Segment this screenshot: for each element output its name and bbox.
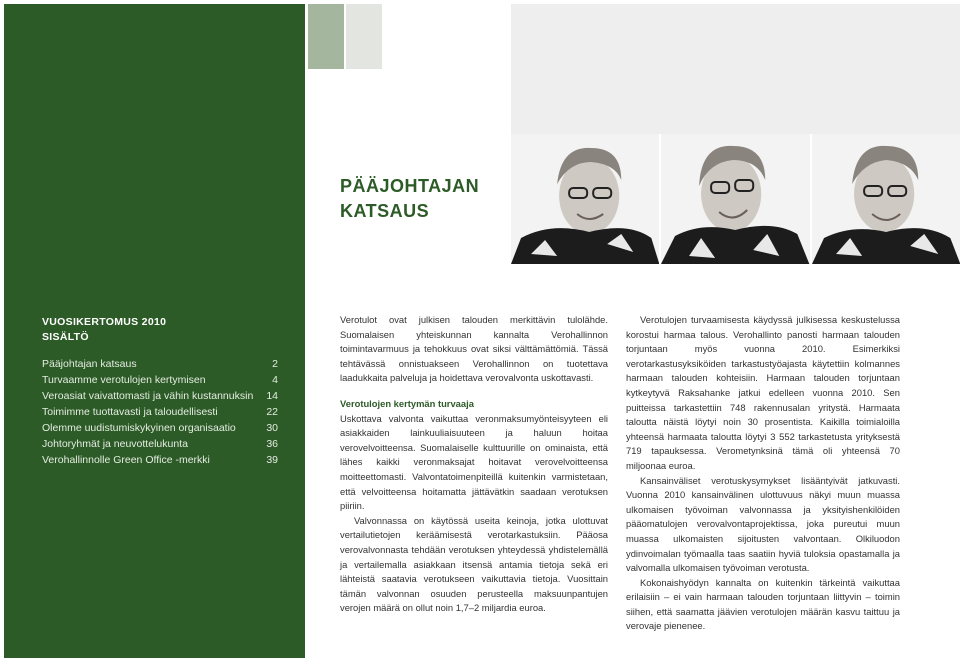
toc-item-page: 14 — [266, 390, 278, 402]
body-column-right — [626, 313, 900, 634]
page-title — [340, 174, 479, 224]
section-subheading: Verotulojen kertymän turvaaja — [340, 397, 474, 409]
toc-item[interactable] — [42, 404, 278, 420]
page-title-line: PÄÄJOHTAJAN — [340, 176, 480, 196]
toc-list — [42, 356, 278, 468]
body-paragraph: Kansainväliset verotuskysymykset lisääntyivät jatkuvasti. Vuonna 2010 kansainvälinen ulottuvuus näkyi muun muassa ulkomaisen työvoiman valvonnassa ja yksityishenkilöiden pääomatulojen verovalvontaprojektissa, joka pureutui muun muassa ulkomaisten sijoitusten valvontaan. Olkiluodon ydinvoimalan työmaalla taas saatiin hyviä tuloksia opastamalla ja valvomalla ulkomaisen työvoiman verotusta. — [626, 474, 900, 574]
toc-item[interactable] — [42, 372, 278, 388]
toc-contents-heading: SISÄLTÖ — [42, 331, 89, 343]
toc-item[interactable] — [42, 420, 278, 436]
body-paragraph: Valvonnassa on käytössä useita keinoja, jotka ulottuvat vertailutietojen keräämisestä verotarkastuksiin. Pääosa verovalvonnasta tehdään verotuksen yhteydessä yhdistelemällä ja vertailemalla asiakkaan itsensä antamia tietoja sekä eri lähteistä saatavia verotukseen vaikuttavia tietoja. Vuosittain tämän valvonnan osuuden perusteella maksuunpantujen verojen määrä on ollut noin 1,7–2 miljardia euroa. — [340, 514, 608, 614]
toc-item-label: Pääjohtajan katsaus — [42, 358, 137, 370]
toc-item[interactable] — [42, 356, 278, 372]
body-column-left — [340, 313, 608, 616]
toc-item[interactable] — [42, 452, 278, 468]
page-title-line: KATSAUS — [340, 201, 430, 221]
body-paragraph: Verotulojen turvaamisesta käydyssä julkisessa keskustelussa korostui harmaa talous. Verohallinto panosti harmaan talouden torjuntaan myös vuonna 2010. Esimerkiksi verotarkastusyksiköiden tarkastustyöajasta käytettiin kolmannes harmaan talouden kohteisiin. Harmaan talouden torjuntaan kytkeytyvä Raksahanke jatkui edelleen vuonna 2010. Sen puitteissa tarkastettiin 748 rakennusalan yritystä. Harmaata taloutta näistä löytyi noin 30 prosentista. Kaikilla toimialoilla yhteensä harmaata taloutta löytyi 3 552 tarkastetusta yrityksestä 719 tapauksessa. Verometynksinä tämä oli yhteensä 70 miljoonaa euroa. — [626, 314, 900, 471]
toc-item-page: 30 — [266, 422, 278, 434]
toc-item-label: Toimimme tuottavasti ja taloudellisesti — [42, 406, 218, 418]
toc-item-page: 4 — [272, 374, 278, 386]
portrait-photo — [511, 134, 659, 264]
toc-item[interactable] — [42, 388, 278, 404]
toc-item-label: Olemme uudistumiskykyinen organisaatio — [42, 422, 236, 434]
decorative-square-green — [308, 4, 344, 69]
toc-item-page: 36 — [266, 438, 278, 450]
portrait-photo — [661, 134, 809, 264]
decorative-square-grey — [346, 4, 382, 69]
toc-item-label: Turvaamme verotulojen kertymisen — [42, 374, 206, 386]
toc-item-label: Verohallinnolle Green Office -merkki — [42, 454, 210, 466]
toc-item[interactable] — [42, 436, 278, 452]
toc-report-heading: VUOSIKERTOMUS 2010 — [42, 316, 167, 328]
body-paragraph: Uskottava valvonta vaikuttaa veronmaksumyönteisyyteen eli asiakkaiden lainkuuliaisuuteen ja haluun hoitaa verovelvoitteensa. Suomalaiselle kulttuurille on ominaista, että lähes kaikki veronmaksajat hoitavat verovelvoitteensa moitteettomasti. Valvontatoimenpiteillä kuitenkin varmistetaan, että velvoitteensa hoitamatta jättävätkin saadaan verotuksen piiriin. — [340, 412, 608, 512]
photo-backdrop — [511, 4, 960, 134]
body-paragraph: Verotulot ovat julkisen talouden merkittävin tulolähde. Suomalaisen yhteiskunnan kannalta Verohallinnon toimintavarmuus ja tehokkuus ovat siksi välttämättömiä. Tässä tehtävässä onnistuakseen Verohallinnon on tuotettava laadukkaita palveluja ja hoidettava verovalvonta uskottavasti. — [340, 314, 608, 384]
toc-item-page: 22 — [266, 406, 278, 418]
toc-item-label: Veroasiat vaivattomasti ja vähin kustannuksin — [42, 390, 254, 402]
toc-item-page: 39 — [266, 454, 278, 466]
toc-item-page: 2 — [272, 358, 278, 370]
body-paragraph: Kokonaishyödyn kannalta on kuitenkin tärkeintä vaikuttaa erilaisiin – ei vain harmaan talouden torjuntaan liittyvin – toimin siihen, että saamatta jäävien verotulojen määrän kasvu taittuu ja verovaje pienenee. — [626, 576, 900, 632]
portrait-photo-strip — [511, 134, 960, 264]
portrait-photo — [812, 134, 960, 264]
table-of-contents — [42, 315, 278, 468]
toc-item-label: Johtoryhmät ja neuvottelukunta — [42, 438, 188, 450]
